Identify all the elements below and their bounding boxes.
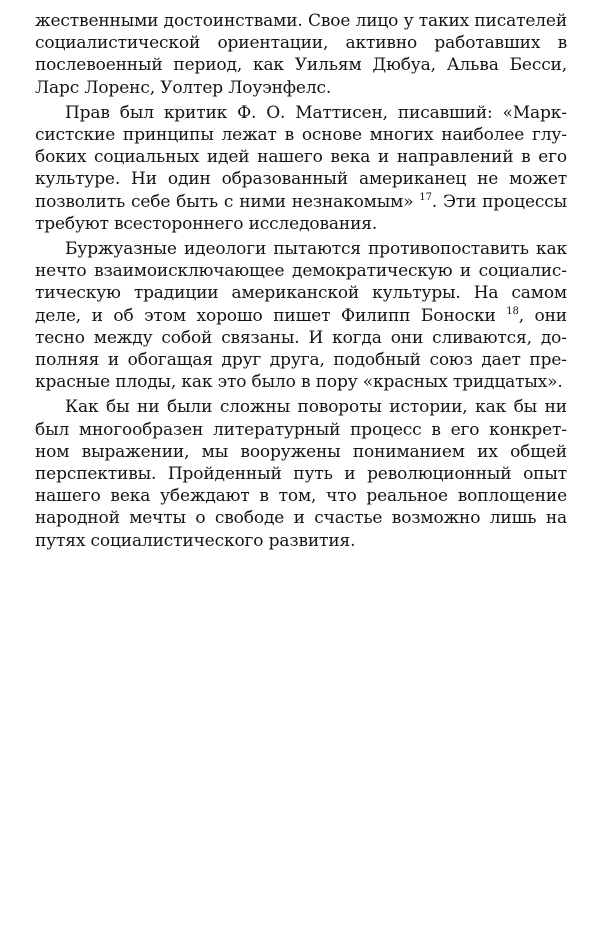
paragraph-matthiessen-quote bbox=[35, 102, 567, 235]
paragraph-text: . Эти процессы требуют всестороннего исследования. bbox=[35, 191, 567, 234]
paragraph-conclusion bbox=[35, 396, 567, 551]
paragraph-text: Прав был критик Ф. О. Маттисен, писавший: «Марксистские принципы лежат в основе многих наиболее глубоких социальных идей нашего века и направлений в его культуре. Ни один образованный американец не может позволить себе быть с ними незнакомым» bbox=[35, 102, 567, 212]
paragraph-text: Буржуазные идеологи пытаются противопоставить как нечто взаимоисключающее демократическую и социалистическую традиции американской культуры. На самом деле, и об этом хорошо пишет Филипп Боноски bbox=[35, 239, 567, 326]
paragraph-text: Как бы ни были сложны повороты истории, как бы ни был многообразен литературный процесс в его конкретном выражении, мы вооружены пониманием их общей перспективы. Пройденный путь и революционный опыт нашего века убеждают в том, что реальное воплощение народной мечты о свободе и счастье возможно лишь на путях социалистического развития. bbox=[35, 397, 567, 551]
footnote-ref-18: 18 bbox=[506, 305, 519, 317]
paragraph-text: , они тесно между собой связаны. И когда они сливаются, дополняя и обогащая друг друга, подобный союз дает прекрасные плоды, как это было в пору «красных тридцатых». bbox=[35, 305, 567, 393]
page-body bbox=[35, 10, 567, 552]
paragraph-bourgeois-ideologists bbox=[35, 238, 567, 393]
footnote-ref-17: 17 bbox=[419, 191, 432, 203]
paragraph-continuation bbox=[35, 10, 567, 99]
paragraph-text: жественными достоинствами. Свое лицо у таких писателей социалистической ориентации, активно работавших в послевоенный период, как Уильям Дюбуа, Альва Бесси, Ларс Лоренс, Уолтер Лоуэнфелс. bbox=[35, 11, 567, 98]
